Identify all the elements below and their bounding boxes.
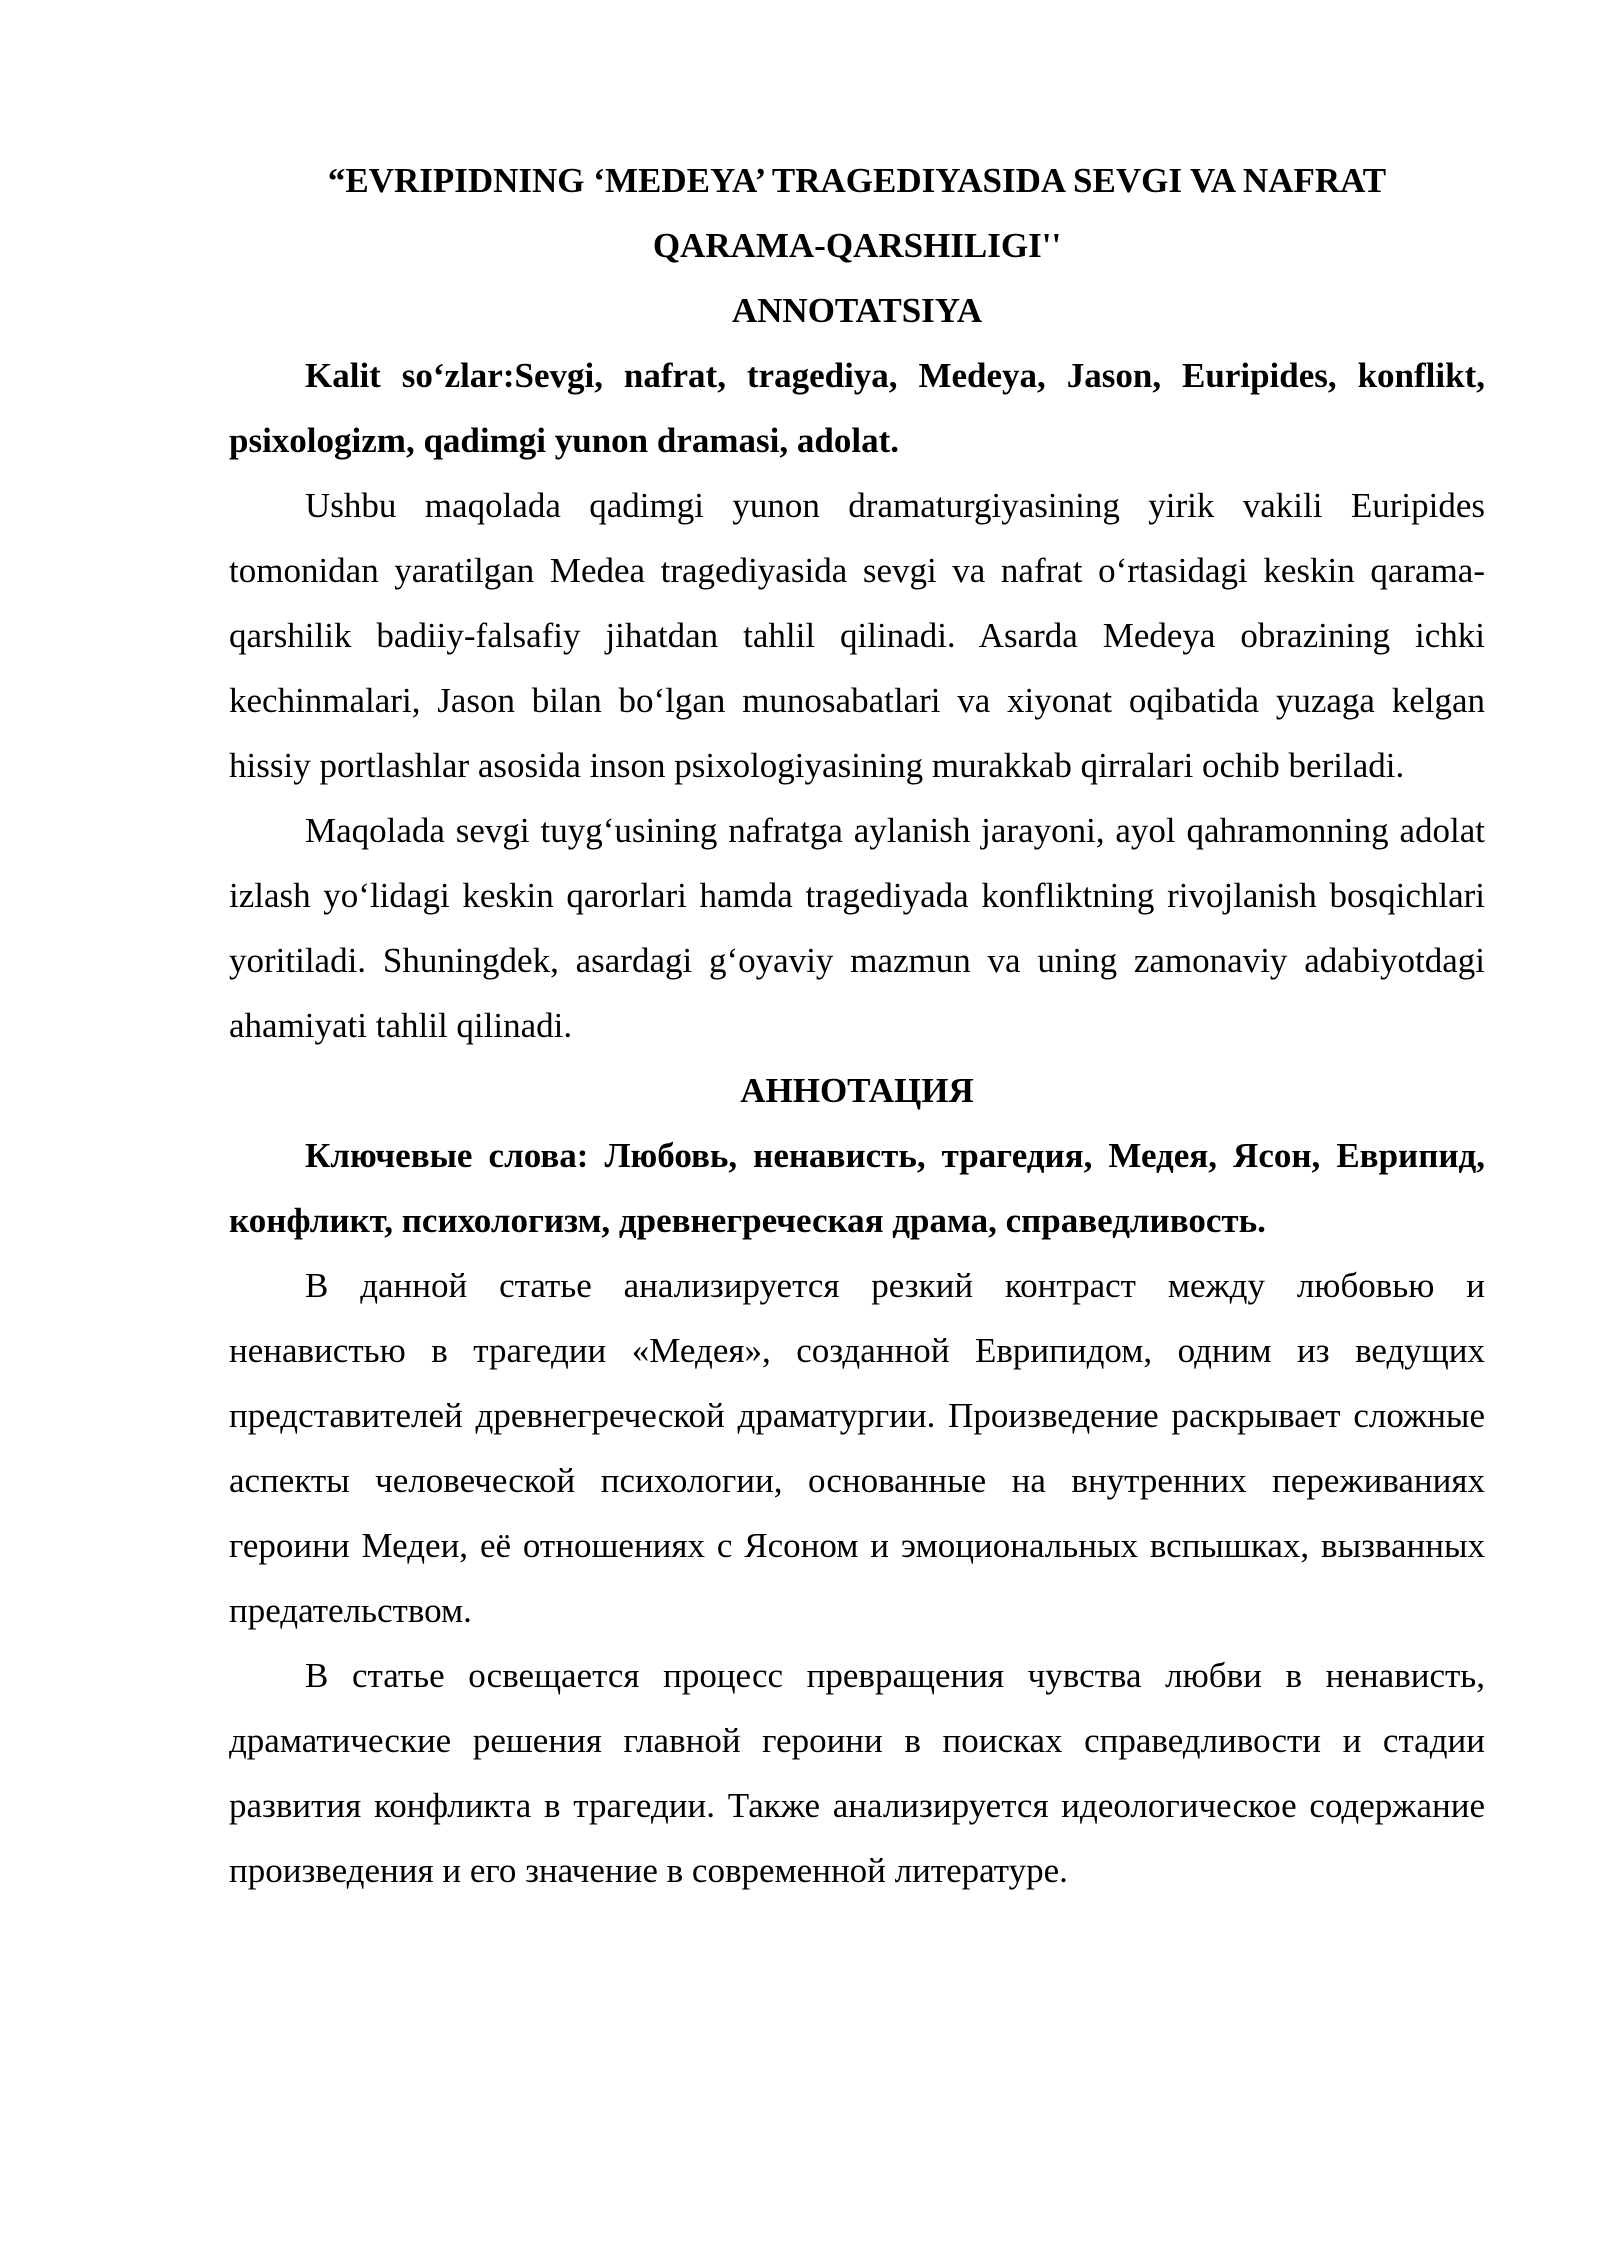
annotation-paragraph-uz-2: Maqolada sevgi tuyg‘usining nafratga aylanish jarayoni, ayol qahramonning adolat izlash yo‘lidagi keskin qarorlari hamda tragediyada konfliktning rivojlanish bosqichlari yoritiladi. Shuningdek, asardagi g‘oyaviy mazmun va uning zamonaviy adabiyotdagi ahamiyati tahlil qilinadi.: [229, 811, 1485, 1045]
keywords-uz: Kalit so‘zlar:Sevgi, nafrat, tragediya, Medeya, Jason, Euripides, konflikt, psixologizm, qadimgi yunon dramasi, adolat.: [229, 356, 1485, 460]
annotation-paragraph-ru-1: В данной статье анализируется резкий контраст между любовью и ненавистью в трагедии «Медея», созданной Еврипидом, одним из ведущих представителей древнегреческой драматургии. Произведение раскрывает сложные аспекты человеческой психологии, основанные на внутренних переживаниях героини Медеи, её отношениях с Ясоном и эмоциональных вспышках, вызванных предательством.: [229, 1266, 1485, 1630]
annotation-paragraph-ru-2: В статье освещается процесс превращения чувства любви в ненависть, драматические решения главной героини в поисках справедливости и стадии развития конфликта в трагедии. Также анализируется идеологическое содержание произведения и его значение в современной литературе.: [229, 1656, 1485, 1890]
annotation-heading-ru: АННОТАЦИЯ: [740, 1071, 974, 1110]
document-body: [229, 148, 1485, 1903]
document-title: “EVRIPIDNING ‘MEDEYA’ TRAGEDIYASIDA SEVGI VA NAFRAT QARAMA-QARSHILIGI'': [327, 161, 1387, 265]
keywords-ru: Ключевые слова: Любовь, ненависть, трагедия, Медея, Ясон, Еврипид, конфликт, психологизм, древнегреческая драма, справедливость.: [229, 1136, 1485, 1240]
annotation-paragraph-uz-1: Ushbu maqolada qadimgi yunon dramaturgiyasining yirik vakili Euripides tomonidan yaratilgan Medea tragediyasida sevgi va nafrat o‘rtasidagi keskin qarama-qarshilik badiiy-falsafiy jihatdan tahlil qilinadi. Asarda Medeya obrazining ichki kechinmalari, Jason bilan bo‘lgan munosabatlari va xiyonat oqibatida yuzaga kelgan hissiy portlashlar asosida inson psixologiyasining murakkab qirralari ochib beriladi.: [229, 486, 1485, 785]
annotation-heading-uz: ANNOTATSIYA: [731, 291, 983, 330]
